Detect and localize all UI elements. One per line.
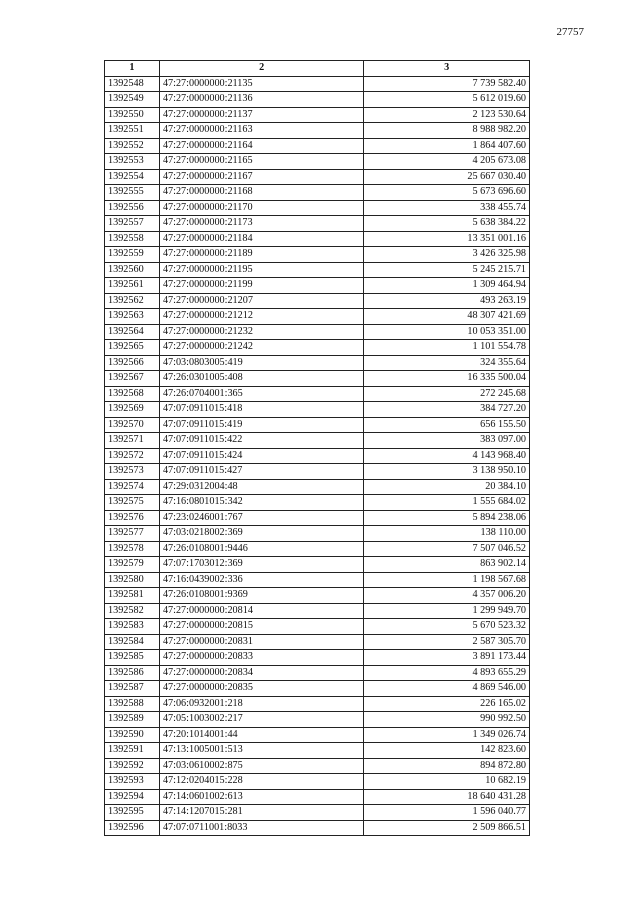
value-cell: 25 667 030.40 bbox=[364, 169, 530, 185]
value-cell: 5 612 019.60 bbox=[364, 92, 530, 108]
row-number-cell: 1392586 bbox=[105, 665, 160, 681]
row-number-cell: 1392579 bbox=[105, 557, 160, 573]
row-number-cell: 1392575 bbox=[105, 495, 160, 511]
row-number-cell: 1392582 bbox=[105, 603, 160, 619]
value-cell: 10 682.19 bbox=[364, 774, 530, 790]
cadastral-number-cell: 47:27:0000000:21207 bbox=[159, 293, 364, 309]
table-row bbox=[105, 588, 530, 604]
table-row bbox=[105, 92, 530, 108]
value-cell: 338 455.74 bbox=[364, 200, 530, 216]
cadastral-number-cell: 47:27:0000000:21199 bbox=[159, 278, 364, 294]
value-cell: 4 205 673.08 bbox=[364, 154, 530, 170]
row-number-cell: 1392568 bbox=[105, 386, 160, 402]
row-number-cell: 1392574 bbox=[105, 479, 160, 495]
table-row bbox=[105, 572, 530, 588]
row-number-cell: 1392577 bbox=[105, 526, 160, 542]
row-number-cell: 1392576 bbox=[105, 510, 160, 526]
cadastral-number-cell: 47:27:0000000:21232 bbox=[159, 324, 364, 340]
value-cell: 4 143 968.40 bbox=[364, 448, 530, 464]
cadastral-number-cell: 47:07:0911015:427 bbox=[159, 464, 364, 480]
table-row bbox=[105, 681, 530, 697]
row-number-cell: 1392585 bbox=[105, 650, 160, 666]
table-row bbox=[105, 526, 530, 542]
cadastral-number-cell: 47:27:0000000:20815 bbox=[159, 619, 364, 635]
row-number-cell: 1392593 bbox=[105, 774, 160, 790]
table-row bbox=[105, 464, 530, 480]
table-row bbox=[105, 386, 530, 402]
value-cell: 7 507 046.52 bbox=[364, 541, 530, 557]
value-cell: 990 992.50 bbox=[364, 712, 530, 728]
cadastral-number-cell: 47:27:0000000:21137 bbox=[159, 107, 364, 123]
table-row bbox=[105, 262, 530, 278]
column-header-3: 3 bbox=[364, 61, 530, 77]
value-cell: 1 101 554.78 bbox=[364, 340, 530, 356]
row-number-cell: 1392559 bbox=[105, 247, 160, 263]
cadastral-number-cell: 47:07:1703012:369 bbox=[159, 557, 364, 573]
cadastral-number-cell: 47:27:0000000:21167 bbox=[159, 169, 364, 185]
table-row bbox=[105, 541, 530, 557]
value-cell: 5 245 215.71 bbox=[364, 262, 530, 278]
row-number-cell: 1392583 bbox=[105, 619, 160, 635]
row-number-cell: 1392551 bbox=[105, 123, 160, 139]
value-cell: 894 872.80 bbox=[364, 758, 530, 774]
value-cell: 1 309 464.94 bbox=[364, 278, 530, 294]
cadastral-number-cell: 47:26:0704001:365 bbox=[159, 386, 364, 402]
value-cell: 10 053 351.00 bbox=[364, 324, 530, 340]
value-cell: 1 555 684.02 bbox=[364, 495, 530, 511]
row-number-cell: 1392563 bbox=[105, 309, 160, 325]
value-cell: 324 355.64 bbox=[364, 355, 530, 371]
table-row bbox=[105, 417, 530, 433]
table-row bbox=[105, 247, 530, 263]
table-row bbox=[105, 123, 530, 139]
value-cell: 493 263.19 bbox=[364, 293, 530, 309]
row-number-cell: 1392548 bbox=[105, 76, 160, 92]
row-number-cell: 1392589 bbox=[105, 712, 160, 728]
table-row bbox=[105, 696, 530, 712]
row-number-cell: 1392592 bbox=[105, 758, 160, 774]
row-number-cell: 1392587 bbox=[105, 681, 160, 697]
value-cell: 383 097.00 bbox=[364, 433, 530, 449]
value-cell: 4 893 655.29 bbox=[364, 665, 530, 681]
table-row bbox=[105, 200, 530, 216]
cadastral-number-cell: 47:06:0932001:218 bbox=[159, 696, 364, 712]
value-cell: 384 727.20 bbox=[364, 402, 530, 418]
table-row bbox=[105, 448, 530, 464]
value-cell: 1 299 949.70 bbox=[364, 603, 530, 619]
row-number-cell: 1392562 bbox=[105, 293, 160, 309]
row-number-cell: 1392569 bbox=[105, 402, 160, 418]
cadastral-number-cell: 47:03:0218002:369 bbox=[159, 526, 364, 542]
value-cell: 5 638 384.22 bbox=[364, 216, 530, 232]
row-number-cell: 1392594 bbox=[105, 789, 160, 805]
table-row bbox=[105, 479, 530, 495]
value-cell: 4 869 546.00 bbox=[364, 681, 530, 697]
cadastral-number-cell: 47:27:0000000:20831 bbox=[159, 634, 364, 650]
row-number-cell: 1392596 bbox=[105, 820, 160, 836]
value-cell: 8 988 982.20 bbox=[364, 123, 530, 139]
table-row bbox=[105, 510, 530, 526]
cadastral-number-cell: 47:27:0000000:21136 bbox=[159, 92, 364, 108]
cadastral-value-table bbox=[104, 60, 530, 836]
cadastral-number-cell: 47:26:0108001:9369 bbox=[159, 588, 364, 604]
cadastral-number-cell: 47:07:0911015:419 bbox=[159, 417, 364, 433]
row-number-cell: 1392550 bbox=[105, 107, 160, 123]
table-row bbox=[105, 138, 530, 154]
row-number-cell: 1392567 bbox=[105, 371, 160, 387]
table-row bbox=[105, 758, 530, 774]
table-header bbox=[105, 61, 530, 77]
table-row bbox=[105, 665, 530, 681]
row-number-cell: 1392558 bbox=[105, 231, 160, 247]
table-row bbox=[105, 76, 530, 92]
cadastral-number-cell: 47:27:0000000:21242 bbox=[159, 340, 364, 356]
row-number-cell: 1392557 bbox=[105, 216, 160, 232]
row-number-cell: 1392573 bbox=[105, 464, 160, 480]
table-row bbox=[105, 603, 530, 619]
cadastral-number-cell: 47:03:0610002:875 bbox=[159, 758, 364, 774]
row-number-cell: 1392588 bbox=[105, 696, 160, 712]
cadastral-number-cell: 47:16:0439002:336 bbox=[159, 572, 364, 588]
value-cell: 272 245.68 bbox=[364, 386, 530, 402]
row-number-cell: 1392580 bbox=[105, 572, 160, 588]
cadastral-number-cell: 47:27:0000000:20814 bbox=[159, 603, 364, 619]
table-row bbox=[105, 107, 530, 123]
table-row bbox=[105, 309, 530, 325]
row-number-cell: 1392560 bbox=[105, 262, 160, 278]
table-row bbox=[105, 340, 530, 356]
table-row bbox=[105, 820, 530, 836]
value-cell: 20 384.10 bbox=[364, 479, 530, 495]
cadastral-number-cell: 47:27:0000000:20835 bbox=[159, 681, 364, 697]
value-cell: 5 670 523.32 bbox=[364, 619, 530, 635]
table-row bbox=[105, 619, 530, 635]
cadastral-number-cell: 47:23:0246001:767 bbox=[159, 510, 364, 526]
cadastral-number-cell: 47:27:0000000:21164 bbox=[159, 138, 364, 154]
row-number-cell: 1392554 bbox=[105, 169, 160, 185]
value-cell: 1 596 040.77 bbox=[364, 805, 530, 821]
table-row bbox=[105, 433, 530, 449]
cadastral-number-cell: 47:27:0000000:21195 bbox=[159, 262, 364, 278]
table-row bbox=[105, 634, 530, 650]
cadastral-number-cell: 47:27:0000000:21165 bbox=[159, 154, 364, 170]
value-cell: 16 335 500.04 bbox=[364, 371, 530, 387]
header-row bbox=[105, 61, 530, 77]
cadastral-number-cell: 47:14:0601002:613 bbox=[159, 789, 364, 805]
cadastral-number-cell: 47:27:0000000:21163 bbox=[159, 123, 364, 139]
cadastral-number-cell: 47:03:0803005:419 bbox=[159, 355, 364, 371]
cadastral-number-cell: 47:07:0911015:422 bbox=[159, 433, 364, 449]
row-number-cell: 1392572 bbox=[105, 448, 160, 464]
row-number-cell: 1392566 bbox=[105, 355, 160, 371]
table-row bbox=[105, 355, 530, 371]
row-number-cell: 1392578 bbox=[105, 541, 160, 557]
column-header-1: 1 bbox=[105, 61, 160, 77]
row-number-cell: 1392549 bbox=[105, 92, 160, 108]
cadastral-number-cell: 47:12:0204015:228 bbox=[159, 774, 364, 790]
row-number-cell: 1392553 bbox=[105, 154, 160, 170]
cadastral-number-cell: 47:16:0801015:342 bbox=[159, 495, 364, 511]
value-cell: 3 138 950.10 bbox=[364, 464, 530, 480]
cadastral-number-cell: 47:27:0000000:21135 bbox=[159, 76, 364, 92]
value-cell: 2 123 530.64 bbox=[364, 107, 530, 123]
cadastral-number-cell: 47:27:0000000:20833 bbox=[159, 650, 364, 666]
table-row bbox=[105, 495, 530, 511]
value-cell: 2 509 866.51 bbox=[364, 820, 530, 836]
value-cell: 5 673 696.60 bbox=[364, 185, 530, 201]
cadastral-number-cell: 47:07:0911015:424 bbox=[159, 448, 364, 464]
cadastral-number-cell: 47:27:0000000:21184 bbox=[159, 231, 364, 247]
row-number-cell: 1392591 bbox=[105, 743, 160, 759]
table-row bbox=[105, 743, 530, 759]
value-cell: 13 351 001.16 bbox=[364, 231, 530, 247]
table-row bbox=[105, 650, 530, 666]
row-number-cell: 1392555 bbox=[105, 185, 160, 201]
page-number: 27757 bbox=[556, 26, 584, 38]
value-cell: 1 198 567.68 bbox=[364, 572, 530, 588]
value-cell: 3 426 325.98 bbox=[364, 247, 530, 263]
value-cell: 4 357 006.20 bbox=[364, 588, 530, 604]
value-cell: 2 587 305.70 bbox=[364, 634, 530, 650]
cadastral-number-cell: 47:27:0000000:21168 bbox=[159, 185, 364, 201]
cadastral-number-cell: 47:26:0301005:408 bbox=[159, 371, 364, 387]
row-number-cell: 1392571 bbox=[105, 433, 160, 449]
cadastral-number-cell: 47:27:0000000:21173 bbox=[159, 216, 364, 232]
table-row bbox=[105, 185, 530, 201]
cadastral-number-cell: 47:27:0000000:21212 bbox=[159, 309, 364, 325]
table-row bbox=[105, 216, 530, 232]
cadastral-number-cell: 47:14:1207015:281 bbox=[159, 805, 364, 821]
value-cell: 656 155.50 bbox=[364, 417, 530, 433]
value-cell: 226 165.02 bbox=[364, 696, 530, 712]
row-number-cell: 1392584 bbox=[105, 634, 160, 650]
cadastral-number-cell: 47:29:0312004:48 bbox=[159, 479, 364, 495]
cadastral-number-cell: 47:05:1003002:217 bbox=[159, 712, 364, 728]
value-cell: 48 307 421.69 bbox=[364, 309, 530, 325]
value-cell: 138 110.00 bbox=[364, 526, 530, 542]
value-cell: 5 894 238.06 bbox=[364, 510, 530, 526]
row-number-cell: 1392581 bbox=[105, 588, 160, 604]
cadastral-number-cell: 47:27:0000000:21170 bbox=[159, 200, 364, 216]
row-number-cell: 1392570 bbox=[105, 417, 160, 433]
cadastral-number-cell: 47:20:1014001:44 bbox=[159, 727, 364, 743]
value-cell: 7 739 582.40 bbox=[364, 76, 530, 92]
row-number-cell: 1392556 bbox=[105, 200, 160, 216]
cadastral-number-cell: 47:26:0108001:9446 bbox=[159, 541, 364, 557]
value-cell: 863 902.14 bbox=[364, 557, 530, 573]
cadastral-number-cell: 47:27:0000000:21189 bbox=[159, 247, 364, 263]
cadastral-number-cell: 47:27:0000000:20834 bbox=[159, 665, 364, 681]
table-row bbox=[105, 712, 530, 728]
value-cell: 3 891 173.44 bbox=[364, 650, 530, 666]
row-number-cell: 1392565 bbox=[105, 340, 160, 356]
cadastral-number-cell: 47:07:0911015:418 bbox=[159, 402, 364, 418]
cadastral-number-cell: 47:07:0711001:8033 bbox=[159, 820, 364, 836]
row-number-cell: 1392552 bbox=[105, 138, 160, 154]
table-row bbox=[105, 293, 530, 309]
table-row bbox=[105, 805, 530, 821]
table-row bbox=[105, 169, 530, 185]
row-number-cell: 1392590 bbox=[105, 727, 160, 743]
table-row bbox=[105, 231, 530, 247]
table-row bbox=[105, 557, 530, 573]
row-number-cell: 1392561 bbox=[105, 278, 160, 294]
column-header-2: 2 bbox=[159, 61, 364, 77]
table-row bbox=[105, 402, 530, 418]
value-cell: 1 349 026.74 bbox=[364, 727, 530, 743]
table-row bbox=[105, 789, 530, 805]
table-body bbox=[105, 76, 530, 836]
row-number-cell: 1392595 bbox=[105, 805, 160, 821]
table-row bbox=[105, 278, 530, 294]
value-cell: 142 823.60 bbox=[364, 743, 530, 759]
value-cell: 1 864 407.60 bbox=[364, 138, 530, 154]
table-row bbox=[105, 154, 530, 170]
table-row bbox=[105, 727, 530, 743]
table-row bbox=[105, 324, 530, 340]
row-number-cell: 1392564 bbox=[105, 324, 160, 340]
table-row bbox=[105, 774, 530, 790]
cadastral-number-cell: 47:13:1005001:513 bbox=[159, 743, 364, 759]
table-row bbox=[105, 371, 530, 387]
value-cell: 18 640 431.28 bbox=[364, 789, 530, 805]
